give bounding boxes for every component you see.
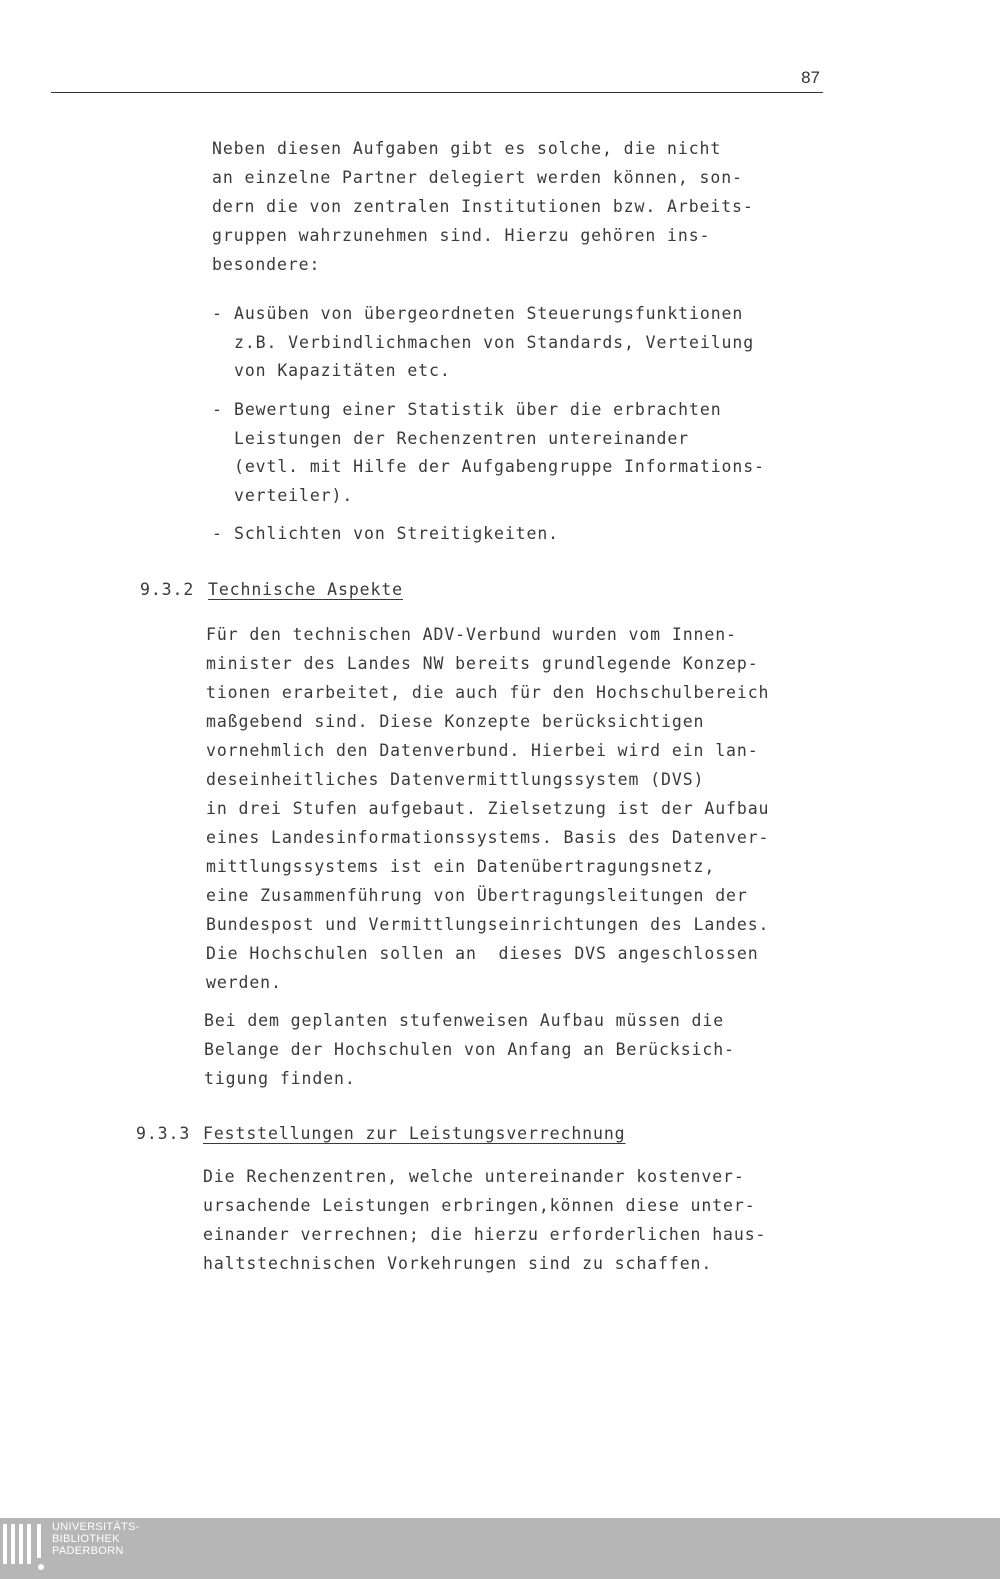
logo-line-2: BIBLIOTHEK (52, 1533, 120, 1545)
bullet-text: Schlichten von Streitigkeiten. (234, 524, 560, 543)
technical-aspects-paragraph: Für den technischen ADV-Verbund wurden vom Innen- minister des Landes NW bereits grundlegende Konzep- tionen erarbeitet, die auch für den Hochschulbereich maßgebend sind. Diese Konzepte berücksichtigen vornehmlich den Datenverbund. Hierbei wird ein lan- deseinheitliches Datenvermittlungssystem (DVS) in drei Stufen aufgebaut. Zielsetzung ist der Aufbau eines Landesinformationssystems. Basis des Datenver- mittlungssystems ist ein Datenübertragungsnetz, eine Zusammenführung von Übertragungsleitungen der Bundespost und Vermittlungseinrichtungen des Landes. Die Hochschulen sollen an dieses DVS angeschlossen werden. (206, 625, 770, 992)
page-number: 87 (801, 68, 820, 87)
bullet-text: Ausüben von übergeordneten Steuerungsfunktionen z.B. Verbindlichmachen von Standards, Verteilung von Kapazitäten etc. (234, 304, 755, 380)
logo-line-3: PADERBORN (52, 1545, 124, 1557)
logo-line-1: UNIVERSITÄTS- (52, 1521, 140, 1533)
bullet-dash: - (212, 304, 223, 323)
bullet-item (212, 520, 832, 550)
library-logo-text (52, 1521, 140, 1557)
bullet-item (212, 396, 832, 511)
billing-paragraph: Die Rechenzentren, welche untereinander kostenver- ursachende Leistungen erbringen,können diese unter- einander verrechnen; die hierzu erforderlichen haus- haltstechnischen Vorkehrungen sind zu schaffen. (203, 1167, 767, 1273)
bullet-dash: - (212, 400, 223, 419)
section-title-9-3-2: Technische Aspekte (208, 580, 404, 599)
intro-paragraph: Neben diesen Aufgaben gibt es solche, die nicht an einzelne Partner delegiert werden können, son- dern die von zentralen Institutionen bzw. Arbeits- gruppen wahrzunehmen sind. Hierzu gehören ins- besondere: (212, 139, 754, 274)
section-number-9-3-2: 9.3.2 (140, 580, 195, 599)
bullet-item (212, 300, 832, 390)
library-logo-icon (0, 1524, 45, 1574)
bullet-text: Bewertung einer Statistik über die erbrachten Leistungen der Rechenzentren untereinander (evtl. mit Hilfe der Aufgabengruppe Informations- verteiler). (234, 400, 765, 505)
gradual-build-paragraph: Bei dem geplanten stufenweisen Aufbau müssen die Belange der Hochschulen von Anfang an Berücksich- tigung finden. (204, 1011, 735, 1088)
header-rule (51, 92, 823, 93)
bullet-dash: - (212, 524, 223, 543)
section-number-9-3-3: 9.3.3 (136, 1124, 191, 1143)
footer-bar (0, 1518, 1000, 1579)
section-title-9-3-3: Feststellungen zur Leistungsverrechnung (203, 1124, 626, 1143)
